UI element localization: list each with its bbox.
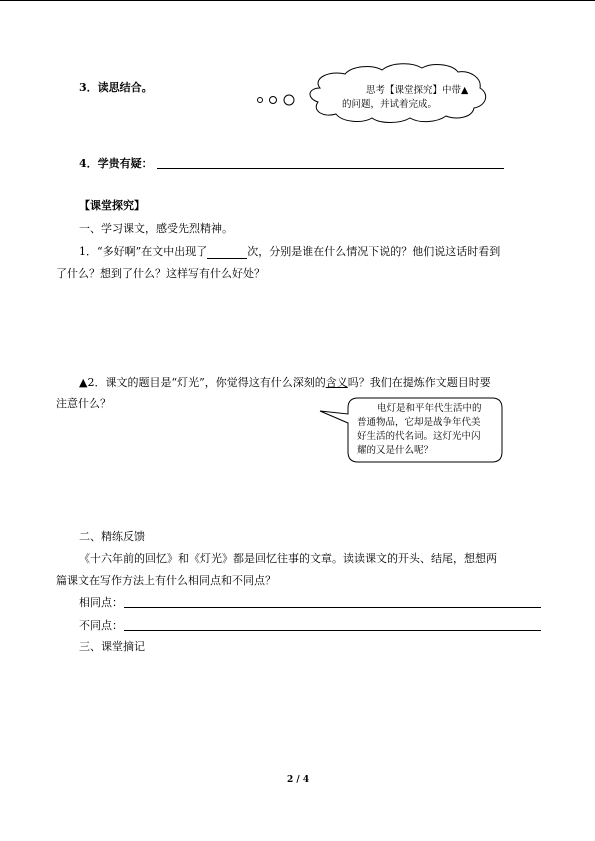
speech-bubble-line-4: 耀的又是什么呢？ xyxy=(357,445,434,456)
question-2-line-2: 注意什么？ xyxy=(56,397,111,410)
thought-dot-small xyxy=(258,98,263,103)
speech-bubble-line-3: 好生活的代名词。这灯光中闪 xyxy=(357,431,481,442)
section-inquiry-title: 【课堂探究】 xyxy=(79,199,145,212)
question-2-line-1 xyxy=(79,376,491,390)
diff-points-label: 不同点： xyxy=(79,619,123,632)
same-points-label: 相同点： xyxy=(79,596,123,609)
section-notes-title: 三、课堂摘记 xyxy=(79,640,145,653)
question-1-line-2: 了什么？想到了什么？这样写有什么好处？ xyxy=(56,267,265,280)
question-1-part-2: 次，分别是谁在什么情况下说的？他们说这话时看到 xyxy=(247,245,501,258)
question-2-part-1: ▲2．课文的题目是“灯光”，你觉得这有什么深刻的 xyxy=(79,376,326,389)
diff-points-answer-line[interactable] xyxy=(124,630,541,631)
question-1-part-1: 1．“多好啊”在文中出现了 xyxy=(79,245,208,258)
same-points-answer-line[interactable] xyxy=(124,607,541,608)
item-4-answer-line[interactable] xyxy=(157,168,504,169)
practice-text-line-1: 《十六年前的回忆》和《灯光》都是回忆往事的文章。读读课文的开头、结尾，想想两 xyxy=(79,552,497,565)
question-2-underlined: 含义 xyxy=(325,376,348,389)
thought-dot-large xyxy=(284,95,294,105)
item-4-label: 4．学贵有疑： xyxy=(79,157,153,170)
question-1-line-1 xyxy=(79,245,500,259)
thought-bubble-line-2: 的问题，并试着完成。 xyxy=(342,99,438,110)
question-1-blank[interactable] xyxy=(207,247,247,259)
speech-bubble-line-2: 普通物品，它却是战争年代美 xyxy=(357,417,481,428)
thought-bubble-line-1: 思考【课堂探究】中带▲ xyxy=(366,85,469,96)
page-number: 2 / 4 xyxy=(287,775,310,785)
question-2-part-2: 吗？我们在提炼作文题目时要 xyxy=(347,376,491,389)
section-practice-title: 二、精练反馈 xyxy=(79,530,145,543)
speech-bubble-line-1: 电灯是和平年代生活中的 xyxy=(377,403,482,414)
practice-text-line-2: 篇课文在写作方法上有什么相同点和不同点？ xyxy=(56,574,276,587)
thought-dot-medium xyxy=(270,97,277,104)
section-inquiry-sub1: 一、学习课文，感受先烈精神。 xyxy=(79,222,233,235)
item-3-label: 3．读思结合。 xyxy=(79,81,153,94)
